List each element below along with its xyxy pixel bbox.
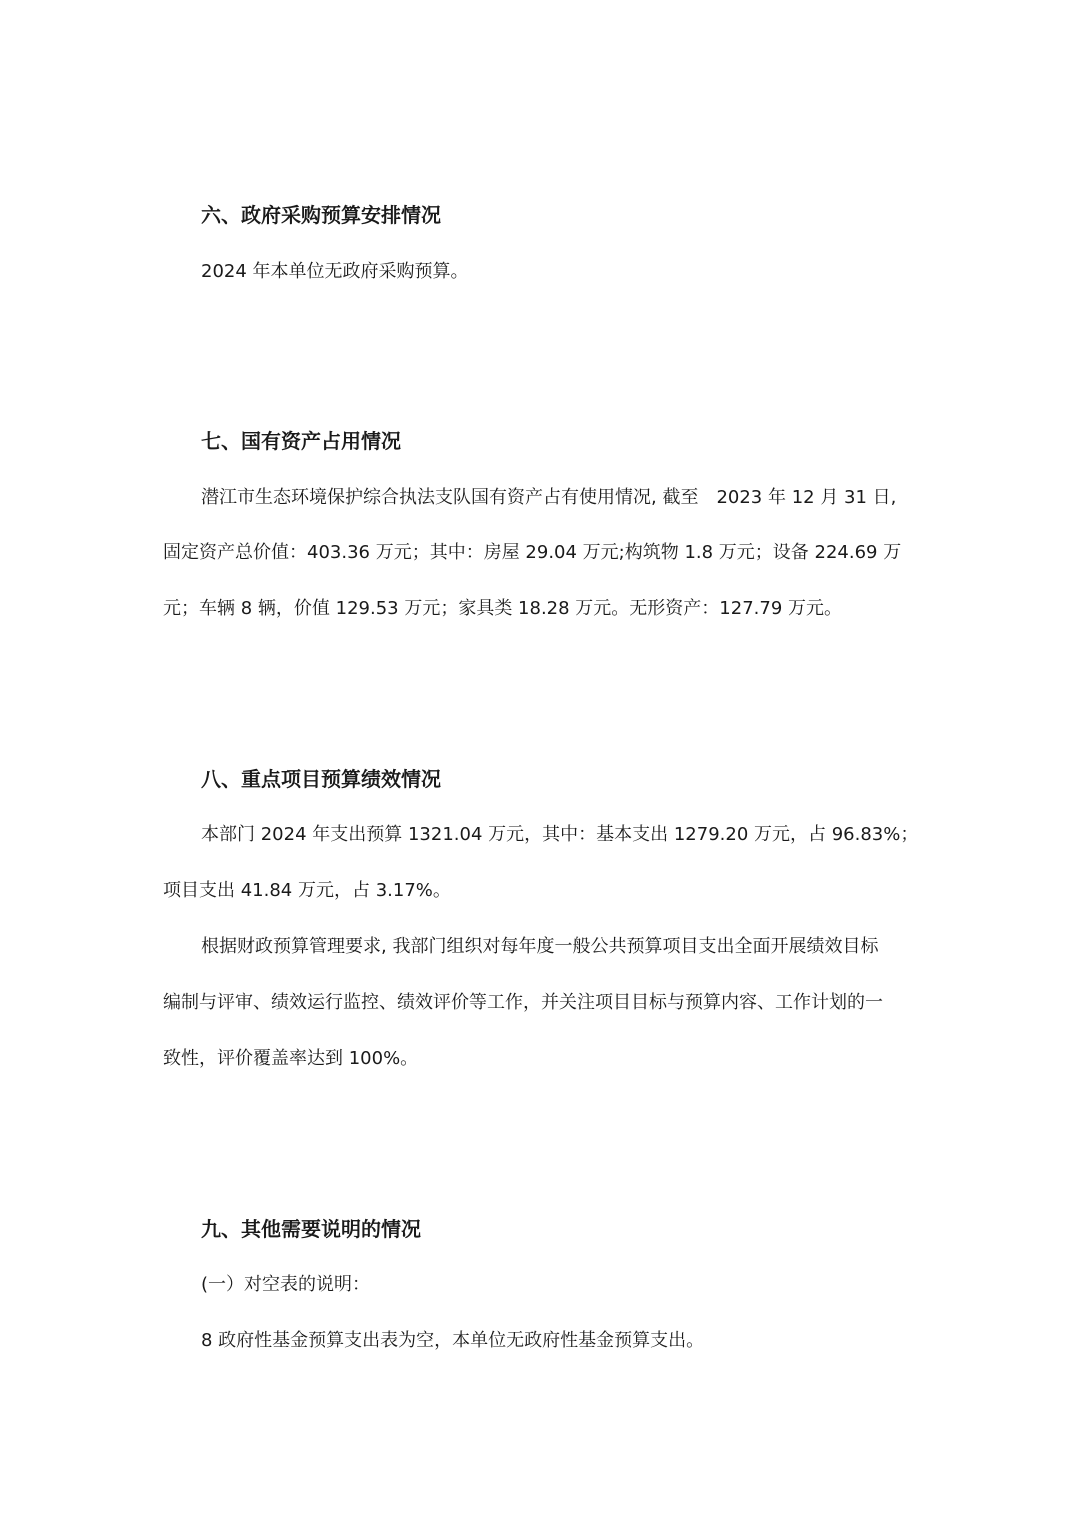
paragraph-line: 致性，评价覆盖率达到 100%。 (163, 1048, 419, 1069)
paragraph-line: (一）对空表的说明： (201, 1274, 371, 1295)
paragraph-line: 2024 年本单位无政府采购预算。 (201, 261, 469, 282)
paragraph-line: 元；车辆 8 辆，价值 129.53 万元；家具类 18.28 万元。无形资产：127.79 万元。 (163, 598, 842, 619)
section-heading-state-assets: 七、国有资产占用情况 (201, 429, 401, 453)
paragraph-line: 固定资产总价值：403.36 万元；其中：房屋 29.04 万元;构筑物 1.8 万元；设备 224.69 万 (163, 542, 902, 563)
section-heading-procurement: 六、政府采购预算安排情况 (201, 203, 441, 227)
paragraph-line: 8 政府性基金预算支出表为空，本单位无政府性基金预算支出。 (201, 1330, 705, 1351)
paragraph-line: 潜江市生态环境保护综合执法支队国有资产占有使用情况, 截至 2023 年 12 月 31 日, (201, 487, 897, 508)
section-heading-other-notes: 九、其他需要说明的情况 (201, 1217, 421, 1241)
paragraph-line: 编制与评审、绩效运行监控、绩效评价等工作，并关注项目目标与预算内容、工作计划的一 (163, 992, 883, 1013)
section-heading-performance: 八、重点项目预算绩效情况 (201, 767, 441, 791)
paragraph-line: 根据财政预算管理要求, 我部门组织对每年度一般公共预算项目支出全面开展绩效目标 (201, 936, 879, 957)
paragraph-line: 项目支出 41.84 万元，占 3.17%。 (163, 880, 451, 901)
paragraph-line: 本部门 2024 年支出预算 1321.04 万元，其中：基本支出 1279.20 万元，占 96.83%； (201, 824, 919, 845)
